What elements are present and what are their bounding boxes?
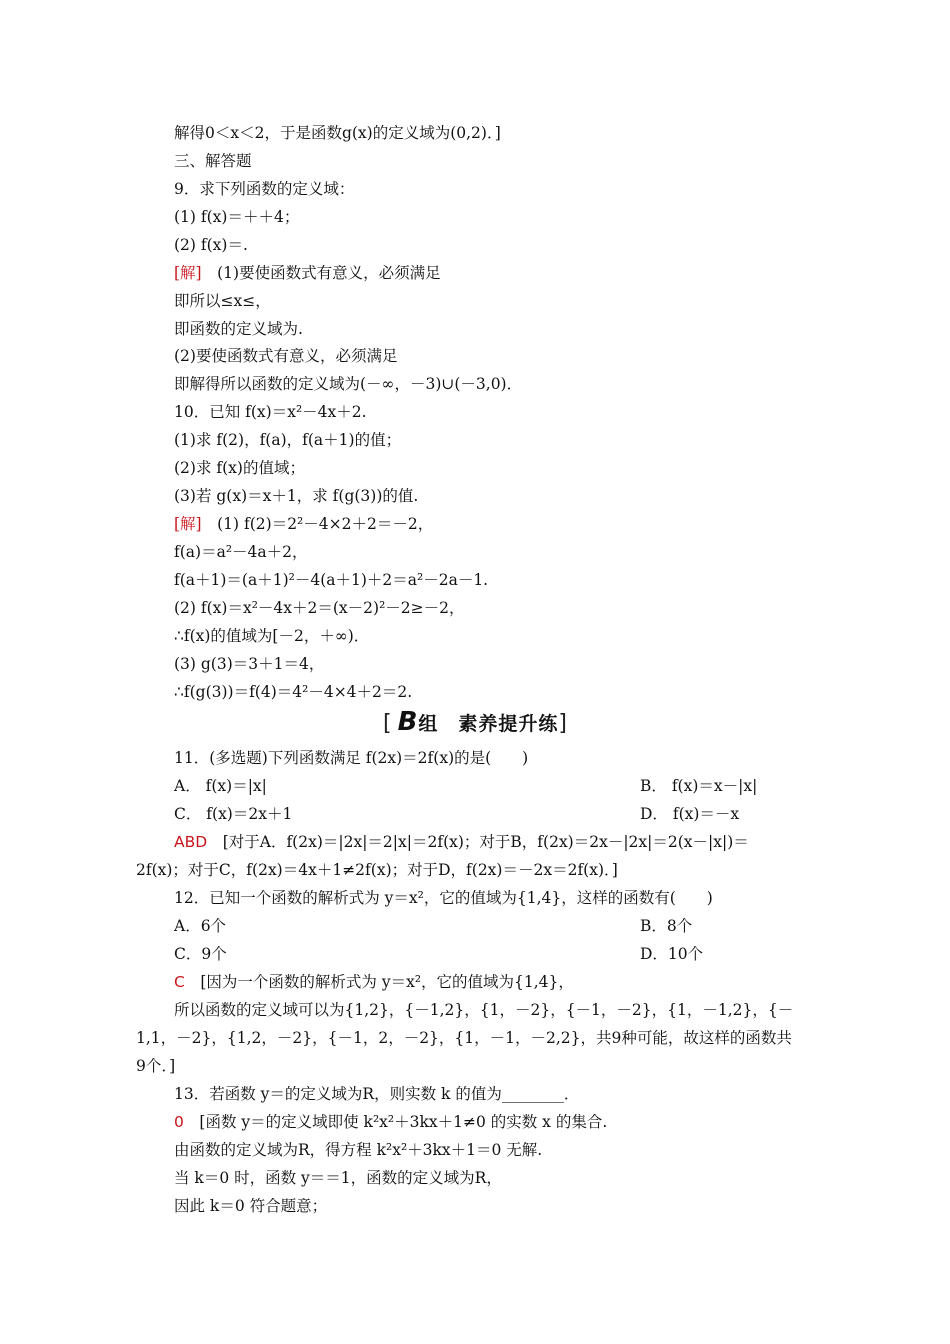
solution-line	[174, 514, 816, 534]
solution-tag: [解]	[174, 264, 202, 282]
explanation-text: [对于A．f(2x)＝|2x|＝2|x|＝2f(x)；对于B，f(2x)＝2x－|2x|＝2(x－|x|)＝	[222, 833, 749, 851]
option-a: A． f(x)＝|x|	[174, 777, 267, 795]
explanation-text: [函数 y＝的定义域即使 k²x²＋3kx＋1≠0 的实数 x 的集合.	[199, 1113, 608, 1131]
text-line: (2)要使函数式有意义，必须满足	[174, 347, 398, 365]
text-line: 由函数的定义域为R，得方程 k²x²＋3kx＋1＝0 无解.	[174, 1141, 543, 1159]
solution-text: (1) f(2)＝2²－4×2＋2＝－2，	[217, 515, 434, 533]
option-a: A．6个	[174, 917, 227, 935]
text-line: (3)若 g(x)＝x＋1，求 f(g(3))的值.	[174, 487, 419, 505]
answer-label: 0	[174, 1113, 184, 1131]
answer-line	[174, 1112, 816, 1132]
text-line: (1) f(x)＝＋＋4；	[174, 208, 300, 226]
text-line: 1,1，－2}，{1,2，－2}，{－1，2，－2}，{1，－1，－2,2}，共9种可能，故这样的函数共	[136, 1029, 792, 1047]
bracket-open: [	[382, 711, 392, 736]
text-line: (2)求 f(x)的值域；	[174, 459, 305, 477]
text-line: 解得0＜x＜2，于是函数g(x)的定义域为(0,2)．]	[174, 124, 501, 142]
section-heading: 三、解答题	[174, 152, 252, 170]
answer-label: C	[174, 973, 185, 991]
text-line: f(a＋1)＝(a＋1)²－4(a＋1)＋2＝a²－2a－1.	[174, 571, 489, 589]
bracket-close: ]	[558, 711, 568, 736]
text-line: ∴f(x)的值域为[－2，＋∞)．	[174, 627, 370, 645]
solution-tag: [解]	[174, 515, 202, 533]
text-line: ∴f(g(3))＝f(4)＝4²－4×4＋2＝2.	[174, 683, 413, 701]
text-line: 因此 k＝0 符合题意；	[174, 1197, 328, 1215]
option-c: C．9个	[174, 945, 227, 963]
option-row	[174, 804, 816, 824]
answer-line	[174, 832, 816, 852]
question-10-stem: 10．已知 f(x)＝x²－4x＋2.	[174, 403, 367, 421]
text-line: (2) f(x)＝x²－4x＋2＝(x－2)²－2≥－2，	[174, 599, 465, 617]
option-b: B．8个	[640, 917, 693, 935]
answer-line	[174, 972, 816, 992]
text-line: 当 k＝0 时，函数 y＝＝1，函数的定义域为R，	[174, 1169, 502, 1187]
answer-label: ABD	[174, 833, 208, 851]
option-row	[174, 916, 816, 936]
text-line: (1)求 f(2)，f(a)，f(a＋1)的值；	[174, 431, 402, 449]
text-line: 即函数的定义域为.	[174, 320, 303, 338]
explanation-text: [因为一个函数的解析式为 y＝x²，它的值域为{1,4}，	[200, 973, 574, 991]
option-d: D．10个	[640, 945, 704, 963]
section-title-b	[0, 708, 950, 738]
text-line: (3) g(3)＝3＋1＝4，	[174, 655, 325, 673]
option-row	[174, 776, 816, 796]
option-d: D． f(x)＝－x	[640, 805, 740, 823]
text-line: 所以函数的定义域可以为{1,2}，{－1,2}，{1，－2}，{－1，－2}，{1，－1,2}，{－	[174, 1001, 794, 1019]
text-line: 9个．]	[136, 1057, 176, 1075]
question-9-stem: 9．求下列函数的定义域：	[174, 180, 355, 198]
solution-line	[174, 263, 816, 283]
text-line: 即解得所以函数的定义域为(－∞，－3)∪(－3,0)．	[174, 375, 523, 393]
question-12-stem: 12．已知一个函数的解析式为 y＝x²，它的值域为{1,4}，这样的函数有( )	[174, 889, 713, 907]
option-b: B． f(x)＝x－|x|	[640, 777, 758, 795]
option-c: C． f(x)＝2x＋1	[174, 805, 293, 823]
text-line: 即所以≤x≤，	[174, 292, 271, 310]
text-line: (2) f(x)＝.	[174, 236, 248, 254]
group-letter: B	[397, 707, 417, 737]
solution-text: (1)要使函数式有意义，必须满足	[217, 264, 441, 282]
text-line: f(a)＝a²－4a＋2，	[174, 543, 308, 561]
question-11-stem: 11．(多选题)下列函数满足 f(2x)＝2f(x)的是( )	[174, 749, 529, 767]
question-13-stem: 13．若函数 y＝的定义域为R，则实数 k 的值为________．	[174, 1085, 580, 1103]
option-row	[174, 944, 816, 964]
section-title-text: 组 素养提升练	[418, 713, 559, 735]
text-line: 2f(x)；对于C，f(2x)＝4x＋1≠2f(x)；对于D，f(2x)＝－2x＝2f(x)．]	[136, 861, 618, 879]
